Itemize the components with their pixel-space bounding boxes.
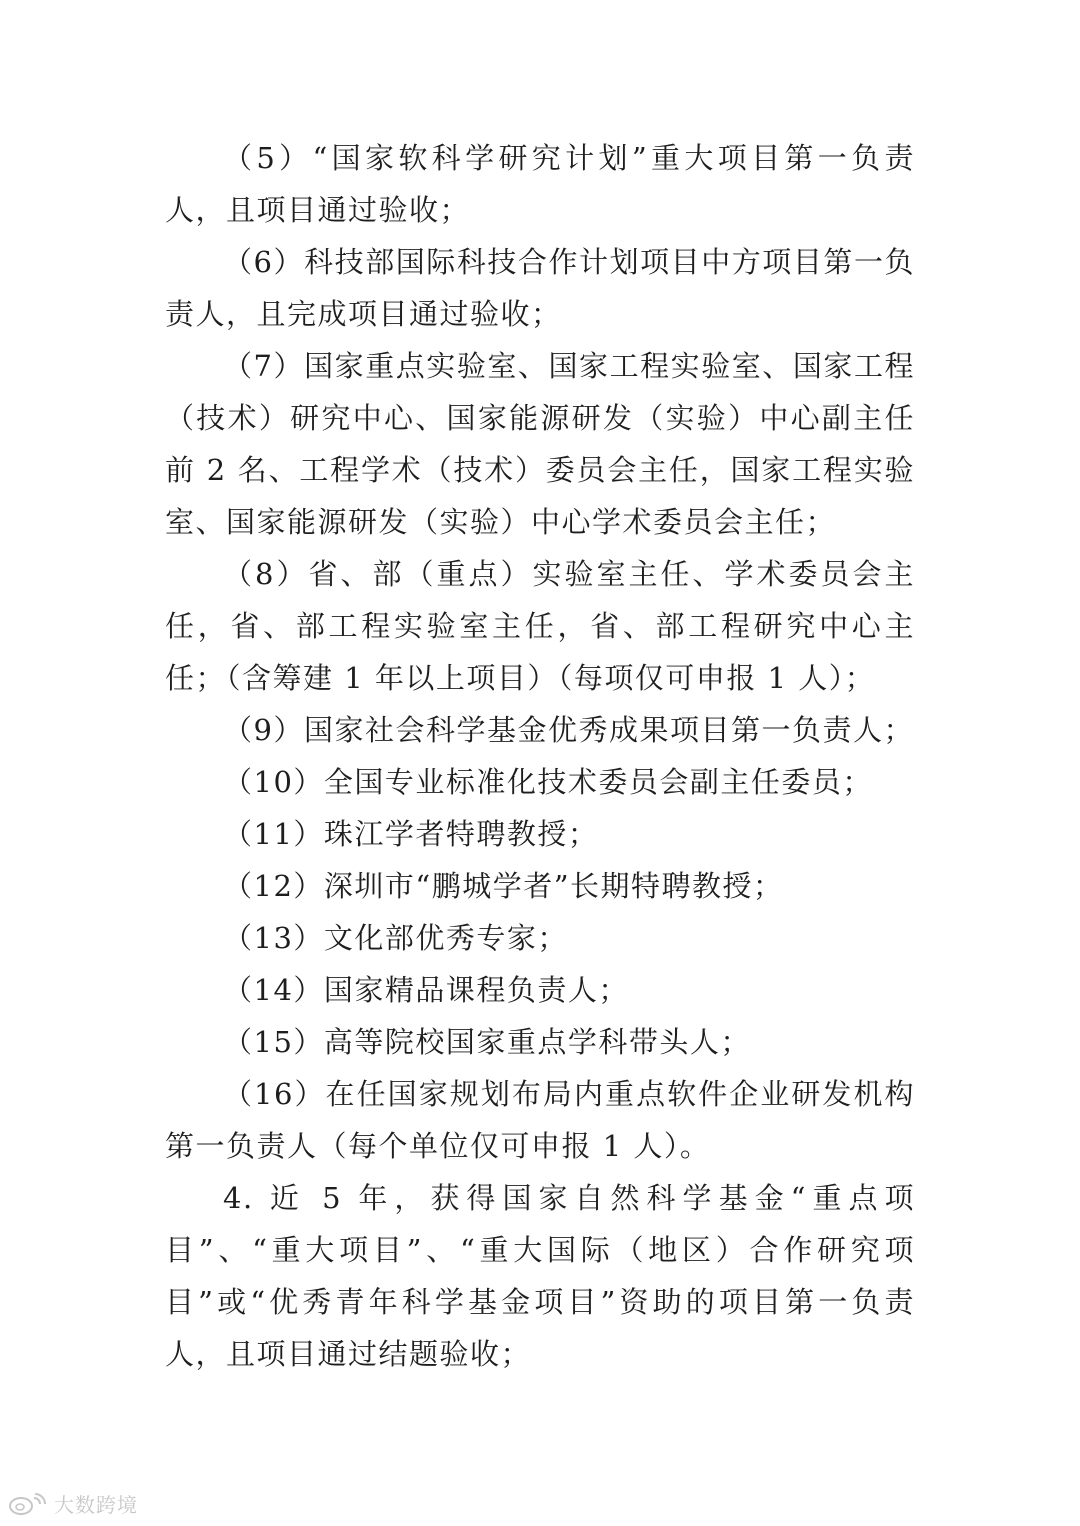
paragraph-item-12: （12）深圳市“鹏城学者”长期特聘教授；: [223, 869, 784, 903]
paragraph-item-13: （13）文化部优秀专家；: [223, 921, 568, 955]
paragraph-item-15: （15）高等院校国家重点学科带头人；: [223, 1025, 751, 1059]
paragraph-item-6: （6）科技部国际科技合作计划项目中方项目第一负责人，且完成项目通过验收；: [165, 245, 915, 331]
paragraph-item-7: （7）国家重点实验室、国家工程实验室、国家工程（技术）研究中心、国家能源研发（实验）中心副主任前 2 名、工程学术（技术）委员会主任，国家工程实验室、国家能源研发（实验）中心学术委员会主任；: [165, 349, 915, 539]
paragraph-item-5: （5）“国家软科学研究计划”重大项目第一负责人，且项目通过验收；: [165, 141, 915, 227]
paragraph-section-4: 4. 近 5 年，获得国家自然科学基金“重点项目”、“重大项目”、“重大国际（地区）合作研究项目”或“优秀青年科学基金项目”资助的项目第一负责人，且项目通过结题验收；: [165, 1181, 915, 1371]
paragraph-item-16: （16）在任国家规划布局内重点软件企业研发机构第一负责人（每个单位仅可申报 1 人）。: [165, 1077, 915, 1163]
watermark: [8, 1489, 138, 1518]
document-body: [165, 132, 915, 1380]
weibo-logo-icon: [8, 1492, 48, 1516]
paragraph-item-8: （8）省、部（重点）实验室主任、学术委员会主任，省、部工程实验室主任，省、部工程研究中心主任；（含筹建 1 年以上项目）（每项仅可申报 1 人）；: [165, 557, 915, 695]
paragraph-item-14: （14）国家精品课程负责人；: [223, 973, 629, 1007]
paragraph-item-9: （9）国家社会科学基金优秀成果项目第一负责人；: [223, 713, 914, 747]
watermark-text: 大数跨境: [54, 1493, 138, 1517]
paragraph-item-10: （10）全国专业标准化技术委员会副主任委员；: [223, 765, 873, 799]
paragraph-item-11: （11）珠江学者特聘教授；: [223, 817, 599, 851]
